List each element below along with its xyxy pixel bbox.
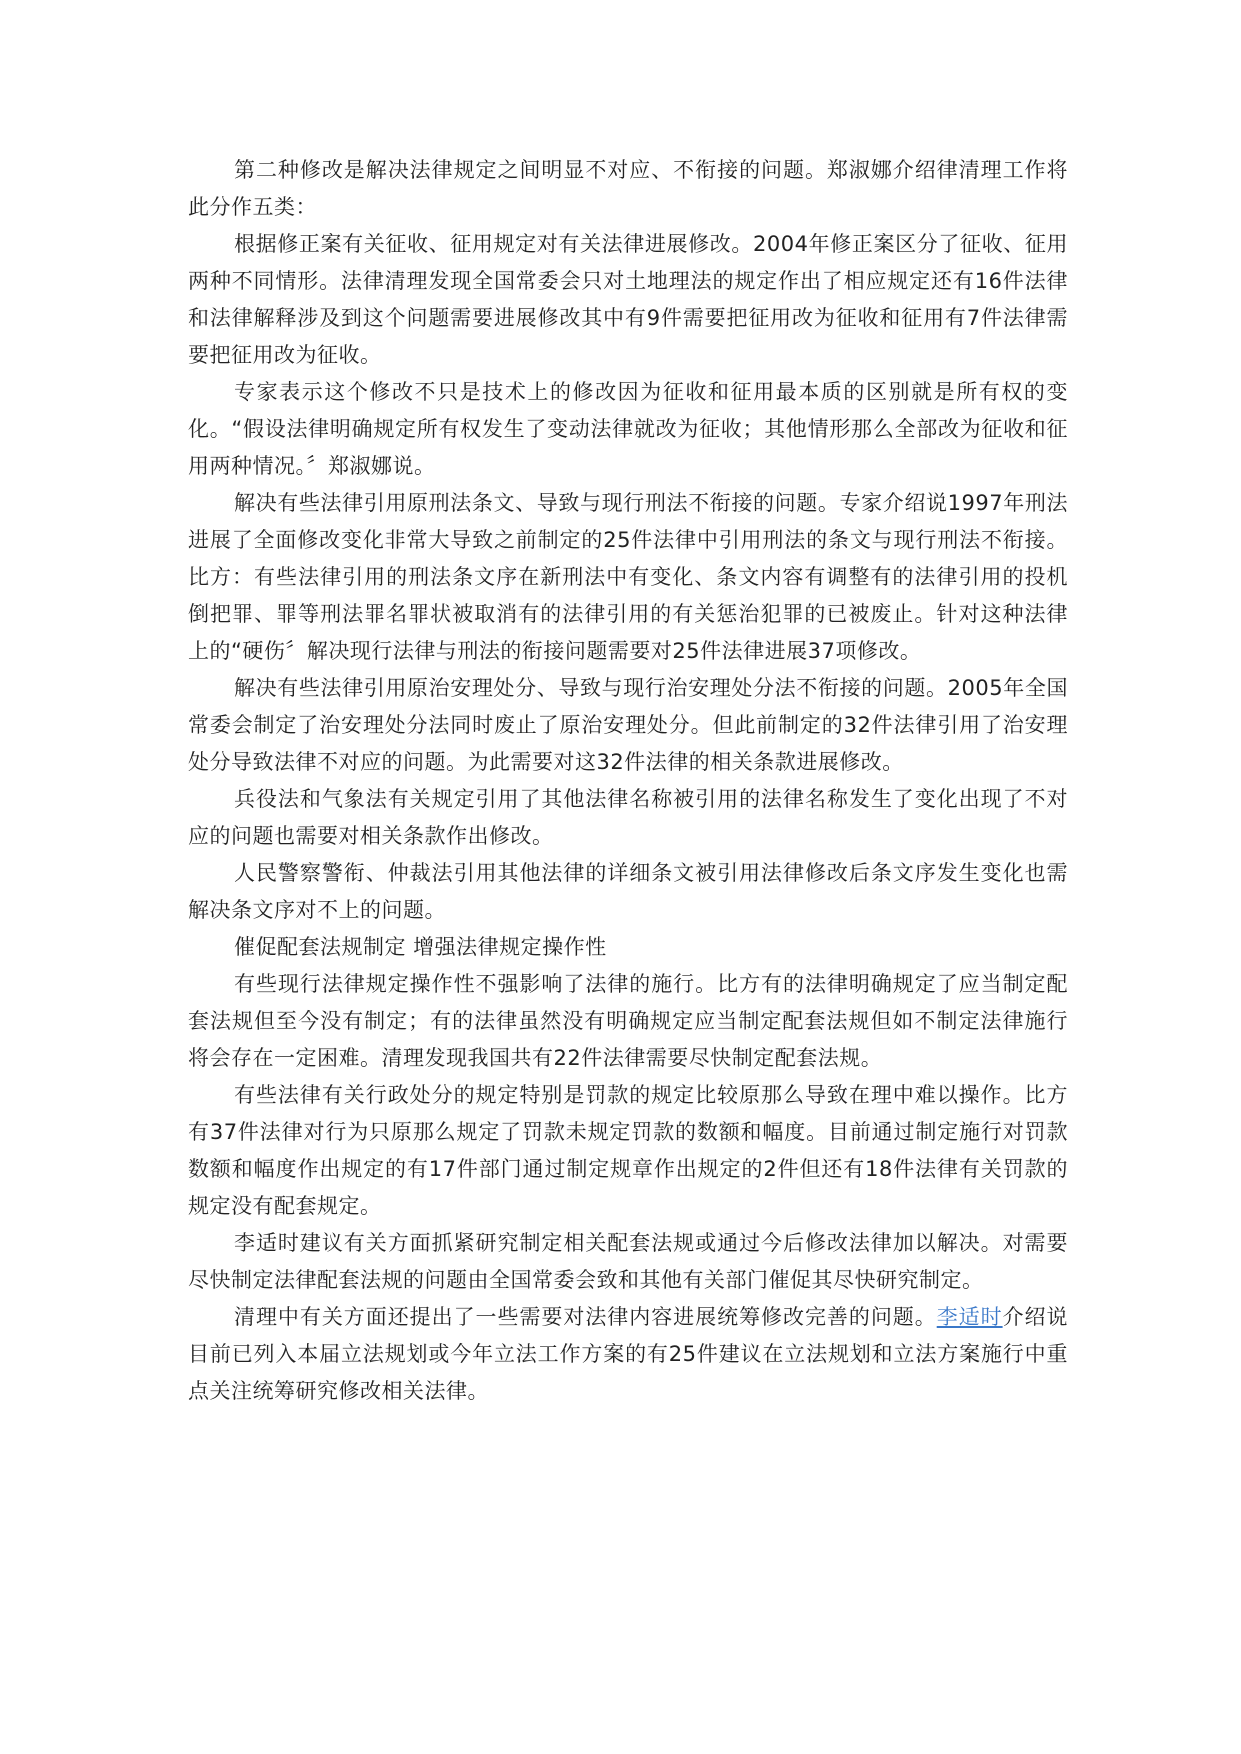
section-heading: 催促配套法规制定 增强法律规定操作性 — [234, 935, 607, 959]
paragraph: 兵役法和气象法有关规定引用了其他法律名称被引用的法律名称发生了变化出现了不对应的问题也需要对相关条款作出修改。 — [188, 787, 1068, 848]
paragraph-text-before-link: 清理中有关方面还提出了一些需要对法律内容进展统筹修改完善的问题。 — [234, 1305, 937, 1329]
paragraph: 有些法律有关行政处分的规定特别是罚款的规定比较原那么导致在理中难以操作。比方有37件法律对行为只原那么规定了罚款未规定罚款的数额和幅度。目前通过制定施行对罚款数额和幅度作出规定的有17件部门通过制定规章作出规定的2件但还有18件法律有关罚款的规定没有配套规定。 — [188, 1083, 1068, 1218]
paragraph: 有些现行法律规定操作性不强影响了法律的施行。比方有的法律明确规定了应当制定配套法规但至今没有制定；有的法律虽然没有明确规定应当制定配套法规但如不制定法律施行将会存在一定困难。清理发现我国共有22件法律需要尽快制定配套法规。 — [188, 972, 1068, 1070]
paragraph: 第二种修改是解决法律规定之间明显不对应、不衔接的问题。郑淑娜介绍律清理工作将此分作五类： — [188, 158, 1068, 219]
paragraph: 解决有些法律引用原治安理处分、导致与现行治安理处分法不衔接的问题。2005年全国常委会制定了治安理处分法同时废止了原治安理处分。但此前制定的32件法律引用了治安理处分导致法律不对应的问题。为此需要对这32件法律的相关条款进展修改。 — [188, 676, 1068, 774]
person-name-link[interactable]: 李适时 — [936, 1305, 1003, 1329]
paragraph: 专家表示这个修改不只是技术上的修改因为征收和征用最本质的区别就是所有权的变化。“假设法律明确规定所有权发生了变动法律就改为征收；其他情形那么全部改为征收和征用两种情况。〞郑淑娜说。 — [188, 380, 1068, 478]
paragraph: 解决有些法律引用原刑法条文、导致与现行刑法不衔接的问题。专家介绍说1997年刑法进展了全面修改变化非常大导致之前制定的25件法律中引用刑法的条文与现行刑法不衔接。比方：有些法律引用的刑法条文序在新刑法中有变化、条文内容有调整有的法律引用的投机倒把罪、罪等刑法罪名罪状被取消有的法律引用的有关惩治犯罪的已被废止。针对这种法律上的“硬伤〞解决现行法律与刑法的衔接问题需要对25件法律进展37项修改。 — [188, 491, 1068, 663]
paragraph-with-link — [188, 1299, 1068, 1410]
paragraph-text-after-link: 介绍说目前已列入本届立法规划或今年立法工作方案的有25件建议在立法规划和立法方案施行中重点关注统筹研究修改相关法律。 — [188, 1305, 1069, 1403]
article-body — [188, 152, 1068, 1410]
paragraph: 根据修正案有关征收、征用规定对有关法律进展修改。2004年修正案区分了征收、征用两种不同情形。法律清理发现全国常委会只对土地理法的规定作出了相应规定还有16件法律和法律解释涉及到这个问题需要进展修改其中有9件需要把征用改为征收和征用有7件法律需要把征用改为征收。 — [188, 232, 1068, 367]
paragraph: 李适时建议有关方面抓紧研究制定相关配套法规或通过今后修改法律加以解决。对需要尽快制定法律配套法规的问题由全国常委会致和其他有关部门催促其尽快研究制定。 — [188, 1231, 1068, 1292]
paragraph: 人民警察警衔、仲裁法引用其他法律的详细条文被引用法律修改后条文序发生变化也需解决条文序对不上的问题。 — [188, 861, 1068, 922]
